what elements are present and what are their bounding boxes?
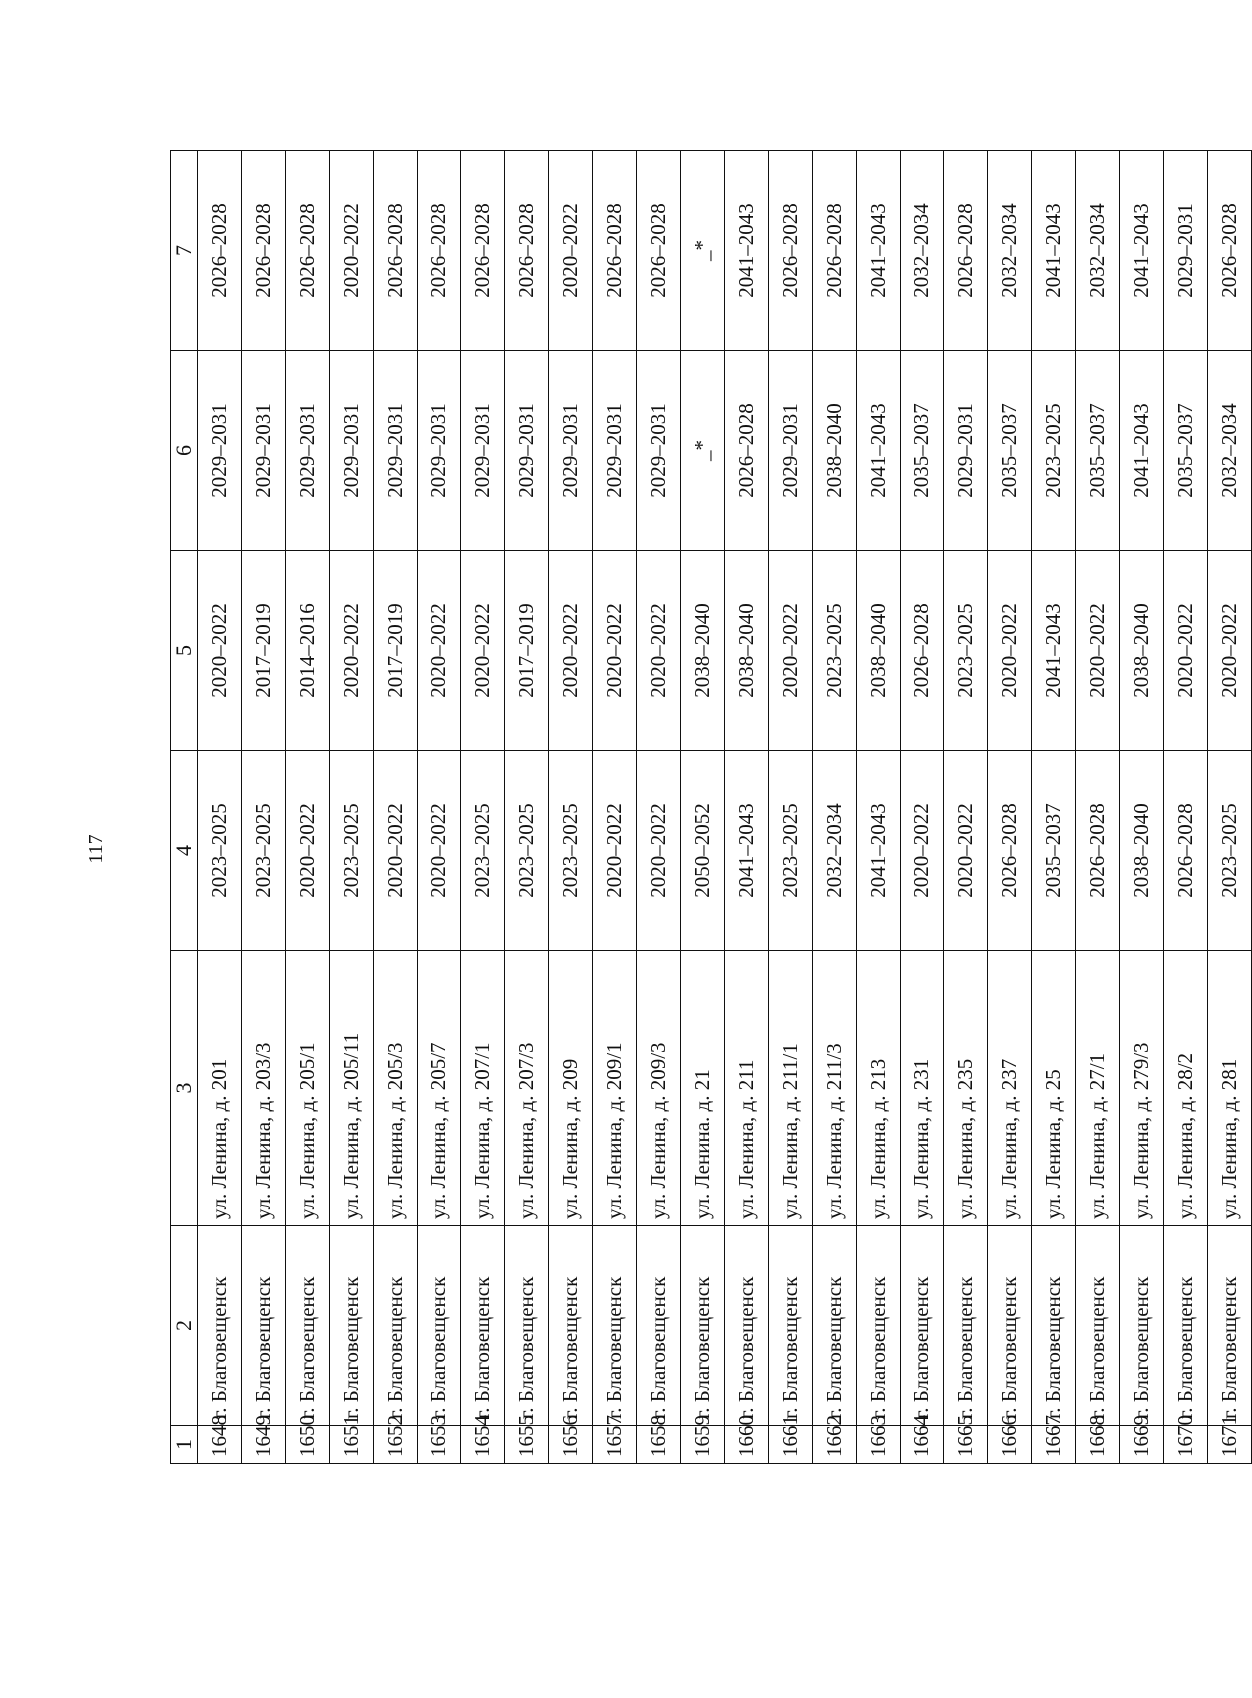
period-col5-cell: 2020–2022 bbox=[329, 551, 373, 751]
table-row bbox=[988, 151, 1032, 1464]
city-cell: г. Благовещенск bbox=[593, 1226, 637, 1426]
row-number-cell: 1660 bbox=[724, 1426, 768, 1464]
address-cell: ул. Ленина, д. 201 bbox=[198, 951, 242, 1226]
period-col5-cell: 2038–2040 bbox=[1120, 551, 1164, 751]
row-number-cell: 1650 bbox=[285, 1426, 329, 1464]
table-row bbox=[417, 151, 461, 1464]
period-col4-cell: 2026–2028 bbox=[1076, 751, 1120, 951]
table-row bbox=[680, 151, 724, 1464]
city-cell: г. Благовещенск bbox=[329, 1226, 373, 1426]
table-body bbox=[198, 151, 1252, 1464]
table-row bbox=[198, 151, 242, 1464]
address-cell: ул. Ленина, д. 207/3 bbox=[505, 951, 549, 1226]
period-col7-cell: 2026–2028 bbox=[593, 151, 637, 351]
period-col6-cell: 2029–2031 bbox=[198, 351, 242, 551]
period-col6-cell: 2038–2040 bbox=[812, 351, 856, 551]
period-col4-cell: 2041–2043 bbox=[724, 751, 768, 951]
table-row bbox=[1207, 151, 1251, 1464]
city-cell: г. Благовещенск bbox=[637, 1226, 681, 1426]
row-number-cell: 1663 bbox=[856, 1426, 900, 1464]
city-cell: г. Благовещенск bbox=[461, 1226, 505, 1426]
table-row bbox=[768, 151, 812, 1464]
period-col4-cell: 2026–2028 bbox=[1163, 751, 1207, 951]
period-col5-cell: 2020–2022 bbox=[593, 551, 637, 751]
period-col4-cell: 2050–2052 bbox=[680, 751, 724, 951]
period-col4-cell: 2020–2022 bbox=[900, 751, 944, 951]
rotated-table bbox=[170, 151, 1252, 1464]
city-cell: г. Благовещенск bbox=[198, 1226, 242, 1426]
period-col7-cell: 2032–2034 bbox=[988, 151, 1032, 351]
period-col6-cell: 2029–2031 bbox=[417, 351, 461, 551]
table-row bbox=[1163, 151, 1207, 1464]
period-col5-cell: 2020–2022 bbox=[461, 551, 505, 751]
row-number-cell: 1654 bbox=[461, 1426, 505, 1464]
header-row bbox=[171, 151, 198, 1464]
period-col5-cell: 2017–2019 bbox=[505, 551, 549, 751]
period-col7-cell: 2026–2028 bbox=[505, 151, 549, 351]
period-col4-cell: 2023–2025 bbox=[505, 751, 549, 951]
period-col6-cell: 2029–2031 bbox=[329, 351, 373, 551]
period-col5-cell: 2020–2022 bbox=[1076, 551, 1120, 751]
period-col4-cell: 2041–2043 bbox=[856, 751, 900, 951]
period-col4-cell: 2035–2037 bbox=[1032, 751, 1076, 951]
address-cell: ул. Ленина, д. 209 bbox=[549, 951, 593, 1226]
table-row bbox=[1032, 151, 1076, 1464]
row-number-cell: 1649 bbox=[241, 1426, 285, 1464]
period-col6-cell: 2035–2037 bbox=[1076, 351, 1120, 551]
row-number-cell: 1656 bbox=[549, 1426, 593, 1464]
address-cell: ул. Ленина, д. 211/3 bbox=[812, 951, 856, 1226]
period-col7-cell: 2026–2028 bbox=[1207, 151, 1251, 351]
schedule-table bbox=[170, 150, 1252, 1464]
city-cell: г. Благовещенск bbox=[241, 1226, 285, 1426]
header-cell-5: 5 bbox=[171, 551, 198, 751]
period-col6-cell: 2029–2031 bbox=[285, 351, 329, 551]
period-col7-cell: 2029–2031 bbox=[1163, 151, 1207, 351]
period-col6-cell: 2035–2037 bbox=[1163, 351, 1207, 551]
address-cell: ул. Ленина, д. 211 bbox=[724, 951, 768, 1226]
city-cell: г. Благовещенск bbox=[680, 1226, 724, 1426]
row-number-cell: 1661 bbox=[768, 1426, 812, 1464]
row-number-cell: 1658 bbox=[637, 1426, 681, 1464]
period-col7-cell: 2026–2028 bbox=[768, 151, 812, 351]
period-col5-cell: 2020–2022 bbox=[637, 551, 681, 751]
row-number-cell: 1667 bbox=[1032, 1426, 1076, 1464]
period-col6-cell: 2023–2025 bbox=[1032, 351, 1076, 551]
city-cell: г. Благовещенск bbox=[1163, 1226, 1207, 1426]
table-row bbox=[724, 151, 768, 1464]
period-col5-cell: 2020–2022 bbox=[1207, 551, 1251, 751]
address-cell: ул. Ленина, д. 25 bbox=[1032, 951, 1076, 1226]
row-number-cell: 1668 bbox=[1076, 1426, 1120, 1464]
period-col5-cell: 2023–2025 bbox=[812, 551, 856, 751]
period-col5-cell: 2014–2016 bbox=[285, 551, 329, 751]
period-col7-cell: 2026–2028 bbox=[417, 151, 461, 351]
address-cell: ул. Ленина, д. 213 bbox=[856, 951, 900, 1226]
address-cell: ул. Ленина, д. 237 bbox=[988, 951, 1032, 1226]
header-cell-6: 6 bbox=[171, 351, 198, 551]
header-cell-3: 3 bbox=[171, 951, 198, 1226]
period-col5-cell: 2020–2022 bbox=[198, 551, 242, 751]
table-row bbox=[461, 151, 505, 1464]
period-col6-cell: 2029–2031 bbox=[637, 351, 681, 551]
period-col4-cell: 2023–2025 bbox=[461, 751, 505, 951]
table-row bbox=[1076, 151, 1120, 1464]
address-cell: ул. Ленина, д. 205/11 bbox=[329, 951, 373, 1226]
city-cell: г. Благовещенск bbox=[417, 1226, 461, 1426]
period-col7-cell: 2020–2022 bbox=[329, 151, 373, 351]
table-row bbox=[329, 151, 373, 1464]
period-col4-cell: 2023–2025 bbox=[329, 751, 373, 951]
address-cell: ул. Ленина, д. 207/1 bbox=[461, 951, 505, 1226]
city-cell: г. Благовещенск bbox=[988, 1226, 1032, 1426]
row-number-cell: 1652 bbox=[373, 1426, 417, 1464]
period-col6-cell: 2035–2037 bbox=[900, 351, 944, 551]
row-number-cell: 1666 bbox=[988, 1426, 1032, 1464]
period-col6-cell: 2029–2031 bbox=[944, 351, 988, 551]
period-col5-cell: 2038–2040 bbox=[856, 551, 900, 751]
table-row bbox=[505, 151, 549, 1464]
row-number-cell: 1665 bbox=[944, 1426, 988, 1464]
period-col6-cell: 2026–2028 bbox=[724, 351, 768, 551]
period-col7-cell: 2026–2028 bbox=[944, 151, 988, 351]
table-row bbox=[637, 151, 681, 1464]
period-col5-cell: 2038–2040 bbox=[724, 551, 768, 751]
period-col4-cell: 2020–2022 bbox=[417, 751, 461, 951]
table-row bbox=[285, 151, 329, 1464]
period-col7-cell: 2026–2028 bbox=[461, 151, 505, 351]
period-col7-cell: 2032–2034 bbox=[900, 151, 944, 351]
period-col6-cell: 2029–2031 bbox=[505, 351, 549, 551]
table-container bbox=[170, 151, 1252, 1464]
header-cell-4: 4 bbox=[171, 751, 198, 951]
period-col6-cell: 2029–2031 bbox=[241, 351, 285, 551]
table-row bbox=[549, 151, 593, 1464]
period-col4-cell: 2020–2022 bbox=[944, 751, 988, 951]
row-number-cell: 1659 bbox=[680, 1426, 724, 1464]
address-cell: ул. Ленина, д. 231 bbox=[900, 951, 944, 1226]
period-col6-cell: 2032–2034 bbox=[1207, 351, 1251, 551]
period-col7-cell: 2041–2043 bbox=[1032, 151, 1076, 351]
row-number-cell: 1651 bbox=[329, 1426, 373, 1464]
address-cell: ул. Ленина, д. 203/3 bbox=[241, 951, 285, 1226]
period-col6-cell: 2029–2031 bbox=[768, 351, 812, 551]
period-col4-cell: 2023–2025 bbox=[1207, 751, 1251, 951]
address-cell: ул. Ленина, д. 205/3 bbox=[373, 951, 417, 1226]
city-cell: г. Благовещенск bbox=[373, 1226, 417, 1426]
header-cell-1: 1 bbox=[171, 1426, 198, 1464]
address-cell: ул. Ленина, д. 211/1 bbox=[768, 951, 812, 1226]
period-col7-cell: 2026–2028 bbox=[241, 151, 285, 351]
period-col7-cell: 2026–2028 bbox=[637, 151, 681, 351]
address-cell: ул. Ленина, д. 235 bbox=[944, 951, 988, 1226]
address-cell: ул. Ленина, д. 27/1 bbox=[1076, 951, 1120, 1226]
table-row bbox=[1120, 151, 1164, 1464]
period-col5-cell: 2020–2022 bbox=[549, 551, 593, 751]
period-col6-cell: 2035–2037 bbox=[988, 351, 1032, 551]
period-col5-cell: 2020–2022 bbox=[988, 551, 1032, 751]
period-col5-cell: 2020–2022 bbox=[768, 551, 812, 751]
table-row bbox=[241, 151, 285, 1464]
address-cell: ул. Ленина, д. 281 bbox=[1207, 951, 1251, 1226]
period-col5-cell: 2041–2043 bbox=[1032, 551, 1076, 751]
address-cell: ул. Ленина, д. 209/3 bbox=[637, 951, 681, 1226]
period-col7-cell: 2026–2028 bbox=[373, 151, 417, 351]
header-cell-7: 7 bbox=[171, 151, 198, 351]
period-col4-cell: 2020–2022 bbox=[637, 751, 681, 951]
row-number-cell: 1657 bbox=[593, 1426, 637, 1464]
city-cell: г. Благовещенск bbox=[549, 1226, 593, 1426]
row-number-cell: 1648 bbox=[198, 1426, 242, 1464]
period-col7-cell: 2041–2043 bbox=[856, 151, 900, 351]
table-row bbox=[812, 151, 856, 1464]
period-col7-cell: 2026–2028 bbox=[812, 151, 856, 351]
city-cell: г. Благовещенск bbox=[505, 1226, 549, 1426]
period-col5-cell: 2038–2040 bbox=[680, 551, 724, 751]
period-col5-cell: 2017–2019 bbox=[241, 551, 285, 751]
period-col7-cell: 2026–2028 bbox=[285, 151, 329, 351]
period-col4-cell: 2023–2025 bbox=[241, 751, 285, 951]
period-col5-cell: 2026–2028 bbox=[900, 551, 944, 751]
period-col6-cell: 2029–2031 bbox=[461, 351, 505, 551]
period-col7-cell: 2032–2034 bbox=[1076, 151, 1120, 351]
city-cell: г. Благовещенск bbox=[900, 1226, 944, 1426]
period-col7-cell: 2026–2028 bbox=[198, 151, 242, 351]
period-col4-cell: 2020–2022 bbox=[373, 751, 417, 951]
period-col7-cell: 2020–2022 bbox=[549, 151, 593, 351]
period-col4-cell: 2026–2028 bbox=[988, 751, 1032, 951]
period-col5-cell: 2020–2022 bbox=[1163, 551, 1207, 751]
city-cell: г. Благовещенск bbox=[724, 1226, 768, 1426]
row-number-cell: 1671 bbox=[1207, 1426, 1251, 1464]
city-cell: г. Благовещенск bbox=[812, 1226, 856, 1426]
city-cell: г. Благовещенск bbox=[1207, 1226, 1251, 1426]
table-row bbox=[593, 151, 637, 1464]
period-col4-cell: 2020–2022 bbox=[285, 751, 329, 951]
period-col5-cell: 2020–2022 bbox=[417, 551, 461, 751]
page-number: 117 bbox=[85, 834, 107, 864]
city-cell: г. Благовещенск bbox=[768, 1226, 812, 1426]
row-number-cell: 1664 bbox=[900, 1426, 944, 1464]
period-col4-cell: 2038–2040 bbox=[1120, 751, 1164, 951]
address-cell: ул. Ленина, д. 205/7 bbox=[417, 951, 461, 1226]
period-col6-cell: _* bbox=[680, 351, 724, 551]
city-cell: г. Благовещенск bbox=[1120, 1226, 1164, 1426]
city-cell: г. Благовещенск bbox=[856, 1226, 900, 1426]
address-cell: ул. Ленина, д. 205/1 bbox=[285, 951, 329, 1226]
city-cell: г. Благовещенск bbox=[1032, 1226, 1076, 1426]
period-col6-cell: 2029–2031 bbox=[373, 351, 417, 551]
period-col6-cell: 2041–2043 bbox=[1120, 351, 1164, 551]
row-number-cell: 1653 bbox=[417, 1426, 461, 1464]
period-col6-cell: 2041–2043 bbox=[856, 351, 900, 551]
row-number-cell: 1669 bbox=[1120, 1426, 1164, 1464]
address-cell: ул. Ленина. д. 21 bbox=[680, 951, 724, 1226]
row-number-cell: 1670 bbox=[1163, 1426, 1207, 1464]
address-cell: ул. Ленина, д. 279/3 bbox=[1120, 951, 1164, 1226]
period-col6-cell: 2029–2031 bbox=[593, 351, 637, 551]
header-cell-2: 2 bbox=[171, 1226, 198, 1426]
period-col6-cell: 2029–2031 bbox=[549, 351, 593, 551]
period-col5-cell: 2017–2019 bbox=[373, 551, 417, 751]
period-col5-cell: 2023–2025 bbox=[944, 551, 988, 751]
address-cell: ул. Ленина, д. 209/1 bbox=[593, 951, 637, 1226]
period-col4-cell: 2023–2025 bbox=[768, 751, 812, 951]
period-col7-cell: 2041–2043 bbox=[1120, 151, 1164, 351]
period-col4-cell: 2023–2025 bbox=[549, 751, 593, 951]
period-col4-cell: 2032–2034 bbox=[812, 751, 856, 951]
table-row bbox=[373, 151, 417, 1464]
city-cell: г. Благовещенск bbox=[1076, 1226, 1120, 1426]
period-col4-cell: 2023–2025 bbox=[198, 751, 242, 951]
table-row bbox=[856, 151, 900, 1464]
period-col7-cell: 2041–2043 bbox=[724, 151, 768, 351]
city-cell: г. Благовещенск bbox=[285, 1226, 329, 1426]
table-row bbox=[900, 151, 944, 1464]
address-cell: ул. Ленина, д. 28/2 bbox=[1163, 951, 1207, 1226]
table-row bbox=[944, 151, 988, 1464]
row-number-cell: 1662 bbox=[812, 1426, 856, 1464]
period-col4-cell: 2020–2022 bbox=[593, 751, 637, 951]
period-col7-cell: _* bbox=[680, 151, 724, 351]
city-cell: г. Благовещенск bbox=[944, 1226, 988, 1426]
row-number-cell: 1655 bbox=[505, 1426, 549, 1464]
